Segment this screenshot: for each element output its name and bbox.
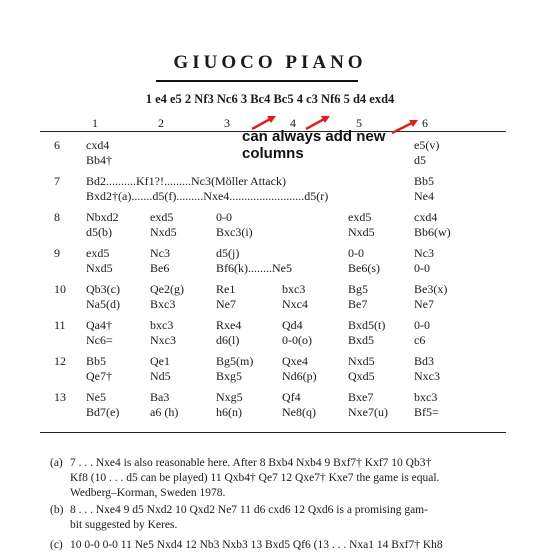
- move-cell: Nxe7(u): [348, 405, 388, 419]
- move-cell: Bf6(k)........Ne5: [216, 261, 292, 275]
- move-cell: 0-0: [414, 261, 430, 275]
- move-cell: Nxd5: [348, 225, 375, 239]
- notes-divider: [40, 432, 506, 433]
- move-cell: Nxc3: [414, 369, 440, 383]
- move-cell: cxd4: [414, 210, 438, 224]
- move-cell: Nbxd2: [86, 210, 119, 224]
- move-cell: c6: [414, 333, 426, 347]
- move-cell: Bb6(w): [414, 225, 451, 239]
- row-number: 12: [54, 354, 66, 368]
- move-cell: 0-0: [348, 246, 364, 260]
- move-cell: Bd7(e): [86, 405, 120, 419]
- move-cell: 0-0: [414, 318, 430, 332]
- footnote-line: Kf8 (10 . . . d5 can be played) 11 Qxb4† Qe7 12 Qxe7† Kxe7 the game is equal.: [70, 472, 440, 484]
- page-title: GIUOCO PIANO: [173, 52, 367, 73]
- footnote-label: (c): [50, 539, 63, 551]
- move-cell: Be7: [348, 297, 368, 311]
- move-cell: Be3(x): [414, 282, 448, 296]
- move-cell: Ne8(q): [282, 405, 316, 419]
- move-cell: Bf5=: [414, 405, 439, 419]
- arrow-icon: [250, 112, 280, 132]
- move-cell: Ne7: [414, 297, 434, 311]
- move-cell: Nxc3: [150, 333, 176, 347]
- move-cell: Bg5(m): [216, 354, 254, 368]
- opening-moves: 1 e4 e5 2 Nf3 Nc6 3 Bc4 Bc5 4 c3 Nf6 5 d4 exd4: [145, 92, 395, 106]
- move-cell: Bg5: [348, 282, 369, 296]
- move-cell: Nd6(p): [282, 369, 317, 383]
- move-cell: exd5: [348, 210, 372, 224]
- footnote-line: 7 . . . Nxe4 is also reasonable here. After 8 Bxb4 Nxb4 9 Bxf7† Kxf7 10 Qb3†: [70, 457, 432, 469]
- title-underline: [156, 80, 358, 82]
- move-cell: bxc3: [414, 390, 438, 404]
- footnote-text: [70, 538, 514, 553]
- move-cell: exd5: [86, 246, 110, 260]
- move-cell: Bb5: [414, 174, 435, 188]
- row-number: 6: [54, 138, 60, 152]
- move-cell: Qf4: [282, 390, 301, 404]
- move-cell: Be6: [150, 261, 170, 275]
- move-cell: Bd2..........Kf1?!.........Nc3(Möller Attack): [86, 174, 286, 188]
- footnote-text: [70, 456, 514, 501]
- footnote-label: (b): [50, 504, 64, 516]
- move-cell: 0-0: [216, 210, 232, 224]
- move-cell: a6 (h): [150, 405, 179, 419]
- move-cell: Bxg5: [216, 369, 243, 383]
- move-cell: d5(b): [86, 225, 112, 239]
- row-number: 7: [54, 174, 60, 188]
- move-cell: h6(n): [216, 405, 242, 419]
- column-number: 1: [92, 116, 98, 130]
- move-cell: d6(l): [216, 333, 240, 347]
- move-cell: Ne4: [414, 189, 434, 203]
- move-cell: cxd4: [86, 138, 110, 152]
- move-cell: Rxe4: [216, 318, 242, 332]
- column-number: 5: [356, 116, 362, 130]
- move-cell: exd5: [150, 210, 174, 224]
- move-cell: Bxd2†(a).......d5(f).........Nxe4.........................d5(r): [86, 189, 329, 203]
- move-cell: Qxe4: [282, 354, 308, 368]
- row-number: 9: [54, 246, 60, 260]
- move-cell: Bxc3: [150, 297, 176, 311]
- move-cell: Be6(s): [348, 261, 380, 275]
- column-number: 4: [290, 116, 296, 130]
- move-cell: Bb5: [86, 354, 107, 368]
- move-cell: Qb3(c): [86, 282, 120, 296]
- move-cell: bxc3: [282, 282, 306, 296]
- move-cell: Nc3: [414, 246, 434, 260]
- move-cell: Nxd5: [86, 261, 113, 275]
- move-cell: Qa4†: [86, 318, 112, 332]
- move-cell: Bxc3(i): [216, 225, 253, 239]
- annotation-note: can always add new columns: [242, 128, 386, 162]
- row-number: 11: [54, 318, 66, 332]
- move-cell: e5(v): [414, 138, 440, 152]
- move-cell: Qe2(g): [150, 282, 184, 296]
- move-cell: Nc6=: [86, 333, 113, 347]
- move-cell: Bxe7: [348, 390, 374, 404]
- move-cell: Re1: [216, 282, 236, 296]
- move-cell: Bxd5: [348, 333, 375, 347]
- move-cell: Nxg5: [216, 390, 243, 404]
- move-cell: Ne7: [216, 297, 236, 311]
- arrow-icon: [390, 116, 422, 136]
- move-cell: d5(j): [216, 246, 240, 260]
- move-cell: Nd5: [150, 369, 171, 383]
- column-number: 2: [158, 116, 164, 130]
- move-cell: Qe7†: [86, 369, 112, 383]
- footnote-line: 10 0-0 0-0 11 Ne5 Nxd4 12 Nb3 Nxb3 13 Bxd5 Qf6 (13 . . . Nxa1 14 Bxf7† Kh8: [70, 539, 443, 551]
- move-cell: Ne5: [86, 390, 106, 404]
- footnote-label: (a): [50, 457, 63, 469]
- footnote-text: [70, 503, 514, 533]
- move-cell: Na5(d): [86, 297, 120, 311]
- move-cell: Qd4: [282, 318, 303, 332]
- arrow-icon: [304, 112, 334, 132]
- move-cell: Nxd5: [150, 225, 177, 239]
- move-cell: d5: [414, 153, 426, 167]
- column-number: 6: [422, 116, 428, 130]
- move-cell: Qe1: [150, 354, 170, 368]
- move-cell: Nxd5: [348, 354, 375, 368]
- move-cell: 0-0(o): [282, 333, 312, 347]
- move-cell: Bd3: [414, 354, 435, 368]
- move-cell: Bxd5(t): [348, 318, 386, 332]
- move-cell: Nxc4: [282, 297, 308, 311]
- move-cell: Ba3: [150, 390, 170, 404]
- move-cell: Nc3: [150, 246, 170, 260]
- move-cell: Bb4†: [86, 153, 113, 167]
- row-number: 10: [54, 282, 66, 296]
- column-number: 3: [224, 116, 230, 130]
- move-cell: bxc3: [150, 318, 174, 332]
- footnote-line: bit suggested by Keres.: [70, 519, 178, 531]
- footnote-line: Wedberg–Korman, Sweden 1978.: [70, 487, 226, 499]
- row-number: 13: [54, 390, 66, 404]
- move-cell: Qxd5: [348, 369, 375, 383]
- row-number: 8: [54, 210, 60, 224]
- footnote-line: 8 . . . Nxe4 9 d5 Nxd2 10 Qxd2 Ne7 11 d6 cxd6 12 Qxd6 is a promising gam-: [70, 504, 428, 516]
